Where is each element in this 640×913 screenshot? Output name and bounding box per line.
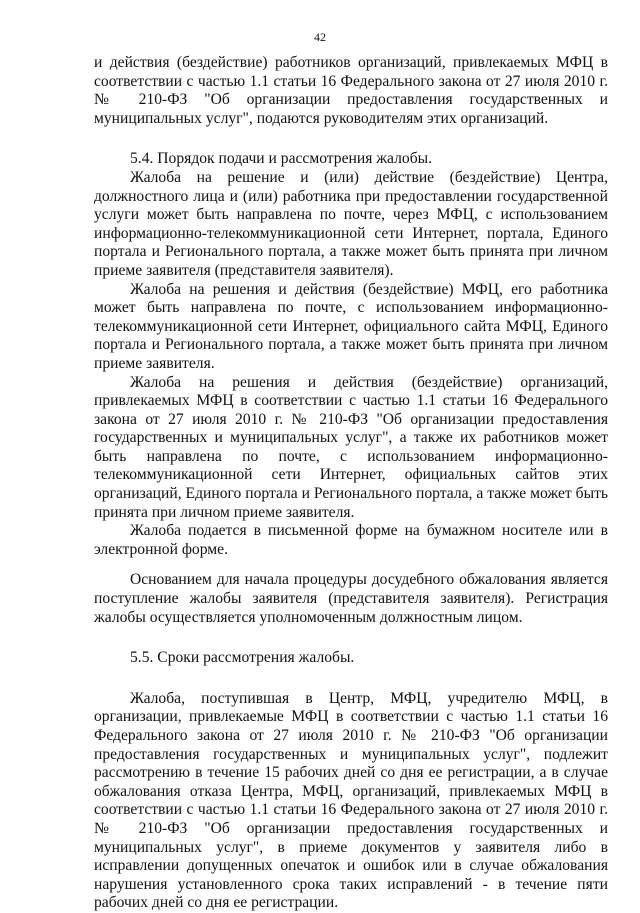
paragraph-p6: Жалоба, поступившая в Центр, МФЦ, учредителю МФЦ, в организации, привлекаемые МФЦ в соответствии с частью 1.1 статьи 16 Федерального закона от 27 июля 2010 г. № 210-ФЗ "Об организации предоставления государственных и муниципальных услуг", подлежит рассмотрению в течение 15 рабочих дней со дня ее регистрации, а в случае обжалования отказа Центра, МФЦ, организаций, привлекаемых МФЦ в соответствии с частью 1.1 статьи 16 Федерального закона от 27 июля 2010 г. № 210-ФЗ "Об организации предоставления государственных и муниципальных услуг", в приеме документов у заявителя либо в исправлении допущенных опечаток и ошибок или в случае обжалования нарушения установленного срока таких исправлений - в течение пяти рабочих дней со дня ее регистрации. [94,689,608,912]
section-heading-h54: 5.4. Порядок подачи и рассмотрения жалобы. [130,150,432,168]
paragraph-p3: Жалоба на решения и действия (бездействие) организаций, привлекаемых МФЦ в соответствии с частью 1.1 статьи 16 Федерального закона от 27 июля 2010 г. № 210-ФЗ "Об организации предоставления государственных и муниципальных услуг", а также их работников может быть направлена по почте, с использованием информационно-телекоммуникационной сети Интернет, официальных сайтов этих организаций, Единого портала и Регионального портала, а также может быть принята при личном приеме заявителя. [94,373,608,521]
paragraph-p5: Основанием для начала процедуры досудебного обжалования является поступление жалобы заявителя (представителя заявителя). Регистрация жалобы осуществляется уполномоченным должностным лицом. [94,571,608,626]
paragraph-p1: Жалоба на решение и (или) действие (бездействие) Центра, должностного лица и (или) работника при предоставлении государственной услуги может быть направлена по почте, через МФЦ, с использованием информационно-телекоммуникационной сети Интернет, портала, Единого портала и Регионального портала, а также может быть принята при личном приеме заявителя (представителя заявителя). [94,168,608,279]
paragraph-cont: и действия (бездействие) работников организаций, привлекаемых МФЦ в соответствии с частью 1.1 статьи 16 Федерального закона от 27 июля 2010 г. № 210-ФЗ "Об организации предоставления государственных и муниципальных услуг", подаются руководителям этих организаций. [94,54,608,127]
page-number: 42 [314,30,326,44]
paragraph-p4: Жалоба подается в письменной форме на бумажном носителе или в электронной форме. [94,522,608,558]
section-heading-h55: 5.5. Сроки рассмотрения жалобы. [130,649,355,667]
paragraph-p2: Жалоба на решения и действия (бездействие) МФЦ, его работника может быть направлена по почте, с использованием информационно-телекоммуникационной сети Интернет, официального сайта МФЦ, Единого портала и Регионального портала, а также может быть принята при личном приеме заявителя. [94,280,608,372]
document-body [94,54,608,913]
